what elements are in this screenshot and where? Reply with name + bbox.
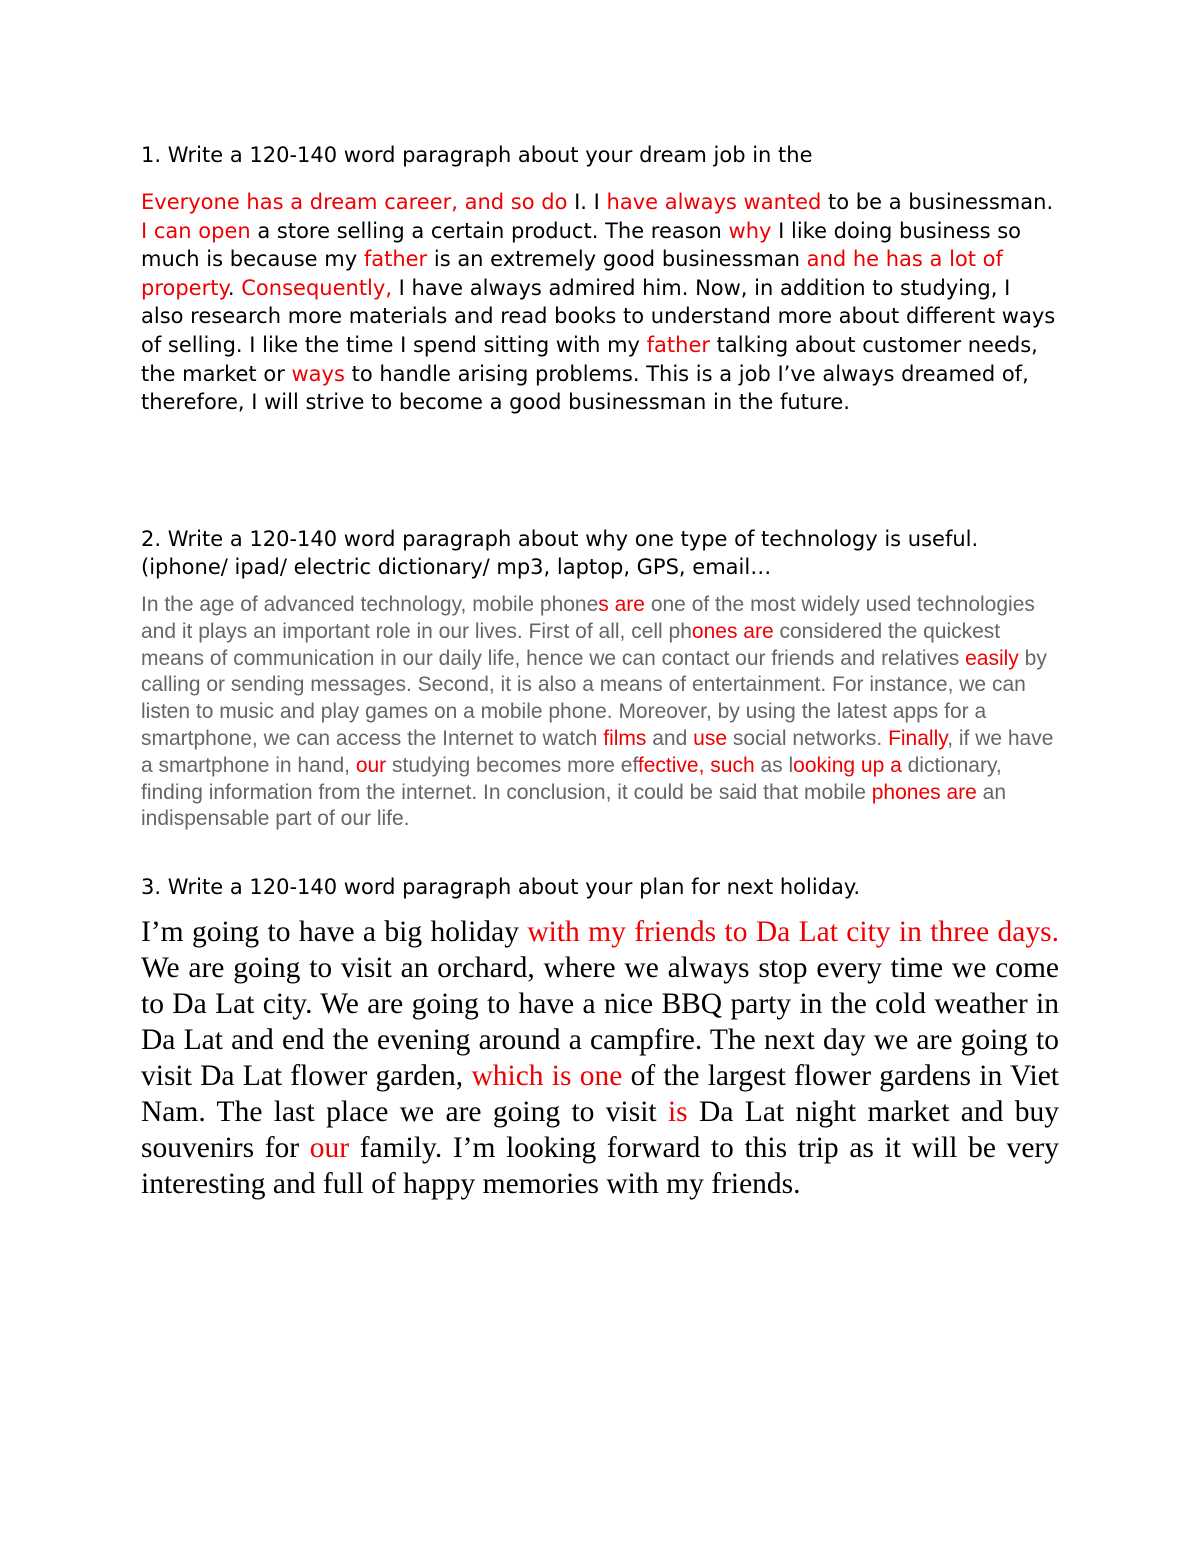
highlighted-phrase: I can open (141, 218, 251, 243)
highlighted-phrase: fective, such (637, 753, 755, 777)
answer-3-paragraph (141, 914, 1059, 1202)
question-2-prompt: 2. Write a 120-140 word paragraph about why one type of technology is useful. (iphone/ ipad/ electric dictionary/ mp3, laptop, GPS, email… (141, 527, 979, 579)
text-run: We are going to visit an orchard, where we always stop every time we come to Da Lat city. We are going to have a nice BBQ party in the cold weather in Da Lat and end the evening around a campfire. The next day we are going to visit Da Lat flower garden, (141, 952, 1059, 1092)
text-run: a store selling a certain product. The reason (250, 218, 729, 243)
highlighted-phrase: phones are (871, 780, 977, 804)
text-run: family. I’m looking forward to this trip as it will be very interesting and full of happy memories with my friends. (141, 1132, 1059, 1200)
highlighted-phrase: easily (965, 646, 1019, 670)
highlighted-phrase: and he has a lot of property (141, 247, 1003, 300)
highlighted-phrase: ways (291, 361, 345, 386)
text-run: an indispensable part of our life. (141, 780, 1007, 831)
answer-1-paragraph (141, 188, 1059, 417)
highlighted-phrase: our (355, 753, 387, 777)
text-run: dictionary, finding information from the internet. In conclusion, it could be said that mobile (141, 753, 1002, 804)
highlighted-phrase: Finally (888, 726, 948, 750)
highlighted-phrase: use (693, 726, 727, 750)
text-run: In the age of advanced technology, mobile phone (141, 593, 599, 616)
text-run: as l (754, 753, 794, 777)
answer-2-paragraph (141, 592, 1059, 833)
text-run: I like doing business so much is because my (141, 218, 1021, 272)
highlighted-phrase: which is one (471, 1060, 623, 1092)
text-run: one of the most widely used technologies and it plays an important role in our lives. First of all, cell ph (141, 593, 1035, 643)
highlighted-phrase: father (363, 247, 428, 272)
text-run: , if we have a smartphone in hand, (141, 726, 1054, 777)
text-run: to be a businessman. (821, 190, 1054, 214)
highlighted-phrase: why (728, 218, 772, 243)
highlighted-phrase: films (603, 726, 647, 750)
text-run: . (227, 275, 242, 300)
highlighted-phrase: Consequently, (241, 275, 392, 300)
text-run: and (646, 726, 694, 750)
text-run: I’m going to have a big holiday (141, 916, 528, 948)
text-run: I. I (567, 190, 607, 214)
highlighted-phrase: our (309, 1132, 350, 1164)
question-3-prompt: 3. Write a 120-140 word paragraph about your plan for next holiday. (141, 875, 860, 899)
highlighted-phrase: father (646, 332, 710, 357)
highlighted-phrase: ones are (691, 619, 774, 643)
text-run: studying becomes more ef (386, 753, 638, 777)
text-run: of the largest flower gardens in Viet Nam. The last place we are going to visit (141, 1060, 1059, 1128)
highlighted-phrase: ooking up a (793, 753, 902, 777)
text-run: to handle arising problems. This is a job I’ve always dreamed of, therefore, I will strive to become a good businessman in the future. (141, 361, 1029, 415)
text-run: I have always admired him. Now, in addition to studying, I also research more materials and read books to understand more about different ways of selling. I like the time I spend sitting with my (141, 275, 1056, 357)
highlighted-phrase: with my friends to Da Lat city in three days. (527, 916, 1059, 948)
text-run: social networks. (727, 726, 889, 750)
question-1-prompt: 1. Write a 120-140 word paragraph about your dream job in the (141, 143, 813, 167)
text-run: is an extremely good businessman (427, 247, 807, 272)
highlighted-phrase: is (667, 1096, 688, 1128)
text-run: talking about customer needs, the market or (141, 332, 1038, 386)
text-run: by calling or sending messages. Second, it is also a means of entertainment. For instance, we can listen to music and play games on a mobile phone. Moreover, by using the latest apps for a smartphone, we can access the Internet to watch (141, 646, 1047, 750)
highlighted-phrase: s are (598, 593, 645, 616)
highlighted-phrase: Everyone has a dream career, and so do (141, 190, 568, 214)
text-run: Da Lat night market and buy souvenirs for (141, 1096, 1059, 1164)
highlighted-phrase: have always wanted (606, 190, 822, 214)
text-run: considered the quickest means of communication in our daily life, hence we can contact our friends and relatives (141, 619, 1001, 670)
